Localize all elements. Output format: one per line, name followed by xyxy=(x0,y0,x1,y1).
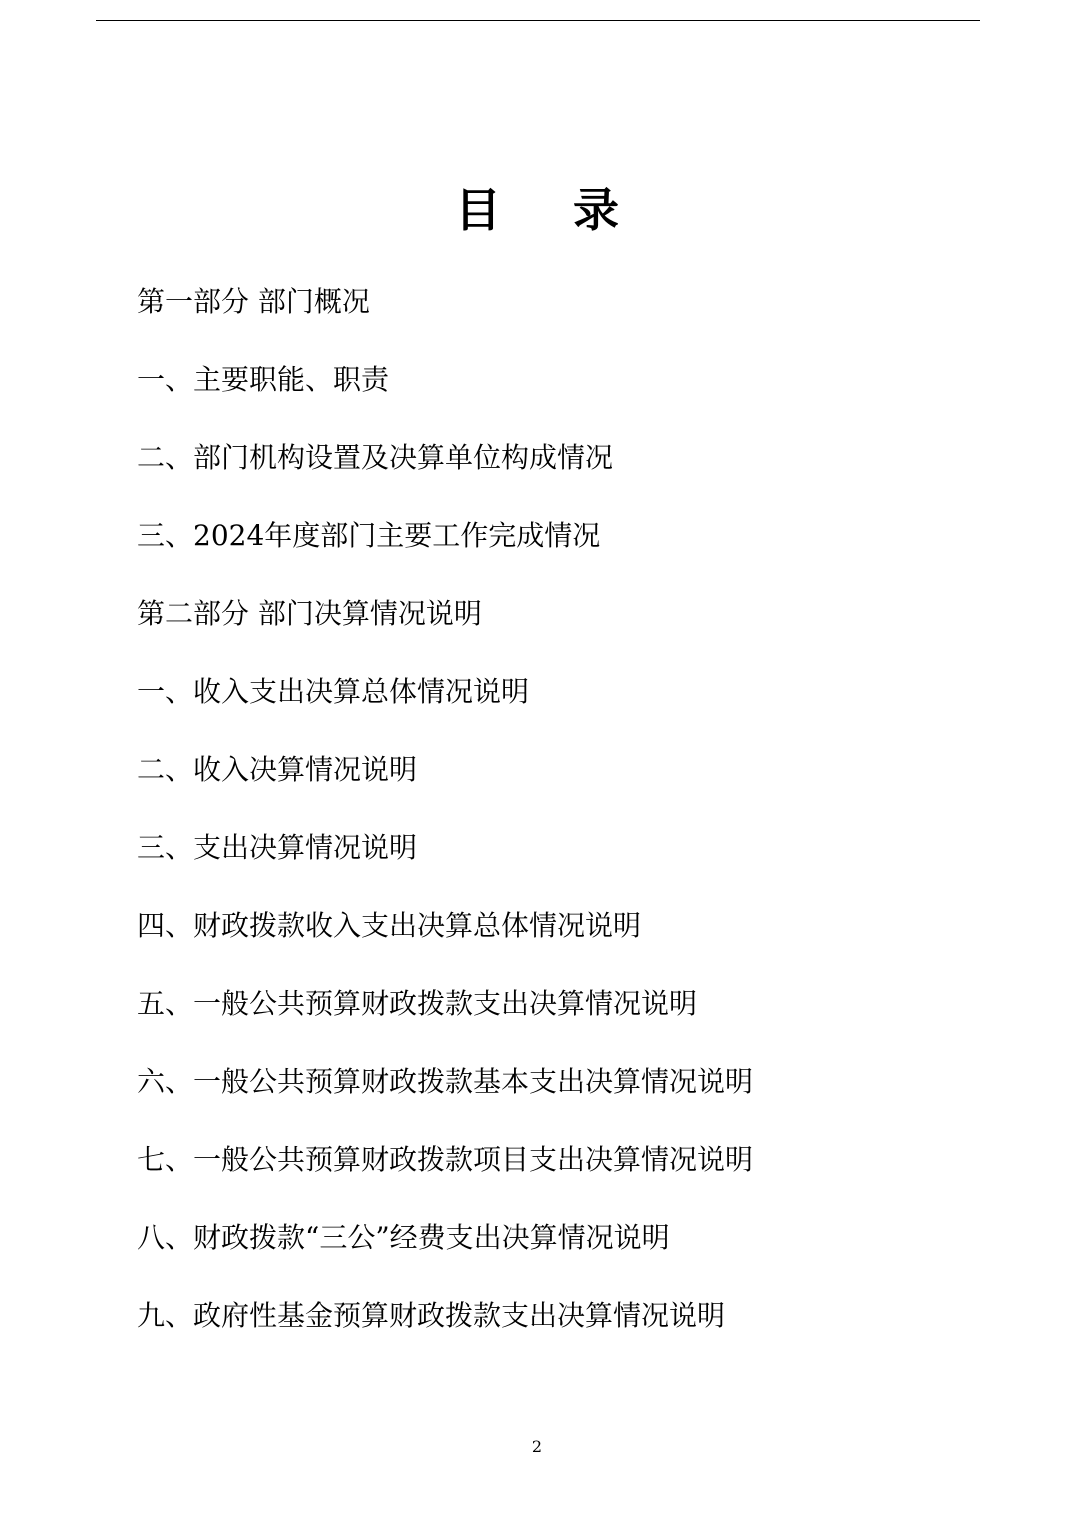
toc-item-income-final-accounts: 二、收入决算情况说明 xyxy=(137,753,418,786)
toc-item-income-expenditure-overview: 一、收入支出决算总体情况说明 xyxy=(137,675,530,708)
toc-item-three-public-expenses: 八、财政拨款“三公”经费支出决算情况说明 xyxy=(137,1221,670,1254)
toc-item-general-budget-basic-expenditure: 六、一般公共预算财政拨款基本支出决算情况说明 xyxy=(137,1065,754,1098)
page-title: 目 录 xyxy=(454,183,647,237)
toc-item-part-2: 第二部分 部门决算情况说明 xyxy=(137,597,482,630)
toc-item-main-work-2024: 三、2024年度部门主要工作完成情况 xyxy=(137,519,601,552)
toc-item-part-1: 第一部分 部门概况 xyxy=(137,285,370,318)
header-rule xyxy=(96,20,980,21)
toc-item-government-fund-expenditure: 九、政府性基金预算财政拨款支出决算情况说明 xyxy=(137,1299,726,1332)
page-number: 2 xyxy=(531,1437,543,1456)
toc-item-general-budget-expenditure: 五、一般公共预算财政拨款支出决算情况说明 xyxy=(137,987,698,1020)
toc-item-expenditure-final-accounts: 三、支出决算情况说明 xyxy=(137,831,418,864)
toc-item-general-budget-project-expenditure: 七、一般公共预算财政拨款项目支出决算情况说明 xyxy=(137,1143,754,1176)
table-of-contents xyxy=(137,282,977,1374)
toc-item-organization-structure: 二、部门机构设置及决算单位构成情况 xyxy=(137,441,614,474)
toc-item-functions-duties: 一、主要职能、职责 xyxy=(137,363,390,396)
toc-item-fiscal-allocation-overview: 四、财政拨款收入支出决算总体情况说明 xyxy=(137,909,642,942)
